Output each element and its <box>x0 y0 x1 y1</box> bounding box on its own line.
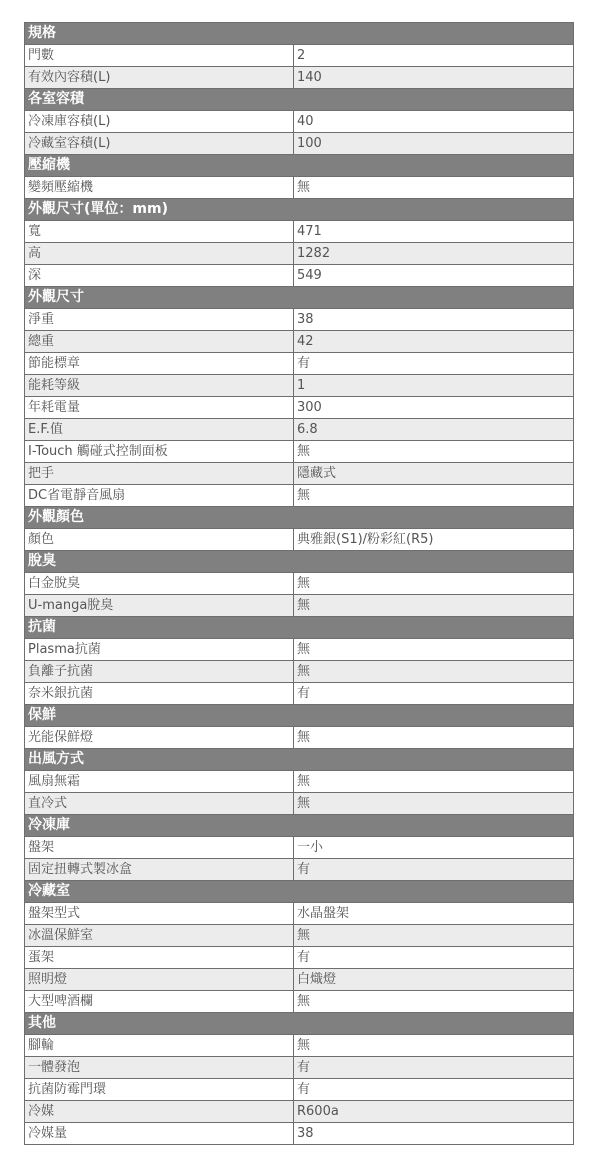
section-title: 外觀顏色 <box>25 507 574 529</box>
section-title: 冷凍庫 <box>25 815 574 837</box>
spec-value: 典雅銀(S1)/粉彩紅(R5) <box>294 529 574 551</box>
spec-label: 直冷式 <box>25 793 294 815</box>
spec-value: 無 <box>294 1035 574 1057</box>
table-row <box>25 67 574 89</box>
section-title: 脫臭 <box>25 551 574 573</box>
spec-label: 深 <box>25 265 294 287</box>
table-row <box>25 661 574 683</box>
spec-value: 1 <box>294 375 574 397</box>
section-title: 外觀尺寸(單位：mm) <box>25 199 574 221</box>
table-row <box>25 419 574 441</box>
spec-value: 無 <box>294 661 574 683</box>
spec-label: 一體發泡 <box>25 1057 294 1079</box>
section-title: 外觀尺寸 <box>25 287 574 309</box>
table-row <box>25 1079 574 1101</box>
spec-value: R600a <box>294 1101 574 1123</box>
section-header <box>25 199 574 221</box>
spec-value: 有 <box>294 353 574 375</box>
table-row <box>25 991 574 1013</box>
spec-label: 腳輪 <box>25 1035 294 1057</box>
table-row <box>25 397 574 419</box>
table-row <box>25 925 574 947</box>
spec-value: 1282 <box>294 243 574 265</box>
section-header <box>25 89 574 111</box>
table-row <box>25 595 574 617</box>
spec-value: 無 <box>294 991 574 1013</box>
table-row <box>25 969 574 991</box>
table-row <box>25 529 574 551</box>
spec-value: 100 <box>294 133 574 155</box>
section-header <box>25 705 574 727</box>
spec-value: 有 <box>294 1057 574 1079</box>
spec-label: 風扇無霜 <box>25 771 294 793</box>
spec-table-body <box>25 23 574 1145</box>
spec-label: 總重 <box>25 331 294 353</box>
table-row <box>25 463 574 485</box>
table-row <box>25 111 574 133</box>
section-title: 出風方式 <box>25 749 574 771</box>
spec-value: 一小 <box>294 837 574 859</box>
spec-label: 負離子抗菌 <box>25 661 294 683</box>
spec-label: DC省電靜音風扇 <box>25 485 294 507</box>
table-row <box>25 485 574 507</box>
section-header <box>25 23 574 45</box>
spec-label: 盤架型式 <box>25 903 294 925</box>
section-header <box>25 551 574 573</box>
spec-value: 無 <box>294 639 574 661</box>
spec-label: 高 <box>25 243 294 265</box>
table-row <box>25 1057 574 1079</box>
spec-label: 光能保鮮燈 <box>25 727 294 749</box>
spec-label: 淨重 <box>25 309 294 331</box>
spec-value: 無 <box>294 573 574 595</box>
section-header <box>25 155 574 177</box>
section-title: 壓縮機 <box>25 155 574 177</box>
spec-value: 無 <box>294 793 574 815</box>
table-row <box>25 727 574 749</box>
table-row <box>25 265 574 287</box>
spec-label: Plasma抗菌 <box>25 639 294 661</box>
spec-value: 471 <box>294 221 574 243</box>
spec-label: 門數 <box>25 45 294 67</box>
spec-value: 有 <box>294 683 574 705</box>
table-row <box>25 177 574 199</box>
table-row <box>25 45 574 67</box>
table-row <box>25 221 574 243</box>
section-header <box>25 287 574 309</box>
spec-label: 奈米銀抗菌 <box>25 683 294 705</box>
spec-label: 蛋架 <box>25 947 294 969</box>
spec-label: 盤架 <box>25 837 294 859</box>
spec-value: 2 <box>294 45 574 67</box>
table-row <box>25 1035 574 1057</box>
table-row <box>25 837 574 859</box>
table-row <box>25 353 574 375</box>
spec-label: 抗菌防霉門環 <box>25 1079 294 1101</box>
spec-label: 有效內容積(L) <box>25 67 294 89</box>
spec-value: 無 <box>294 595 574 617</box>
spec-label: 能耗等級 <box>25 375 294 397</box>
spec-value: 有 <box>294 859 574 881</box>
spec-value: 140 <box>294 67 574 89</box>
spec-label: 把手 <box>25 463 294 485</box>
section-title: 其他 <box>25 1013 574 1035</box>
section-header <box>25 507 574 529</box>
table-row <box>25 947 574 969</box>
table-row <box>25 133 574 155</box>
spec-table <box>24 22 574 1145</box>
spec-label: 固定扭轉式製冰盒 <box>25 859 294 881</box>
spec-label: 顏色 <box>25 529 294 551</box>
section-title: 規格 <box>25 23 574 45</box>
table-row <box>25 771 574 793</box>
table-row <box>25 441 574 463</box>
spec-value: 有 <box>294 947 574 969</box>
table-row <box>25 309 574 331</box>
table-row <box>25 903 574 925</box>
spec-value: 無 <box>294 485 574 507</box>
section-header <box>25 617 574 639</box>
spec-value: 無 <box>294 771 574 793</box>
table-row <box>25 1123 574 1145</box>
spec-value: 白熾燈 <box>294 969 574 991</box>
table-row <box>25 683 574 705</box>
table-row <box>25 793 574 815</box>
spec-value: 無 <box>294 177 574 199</box>
spec-value: 隱藏式 <box>294 463 574 485</box>
section-title: 保鮮 <box>25 705 574 727</box>
section-title: 冷藏室 <box>25 881 574 903</box>
section-title: 抗菌 <box>25 617 574 639</box>
spec-value: 38 <box>294 309 574 331</box>
spec-label: E.F.值 <box>25 419 294 441</box>
spec-label: 照明燈 <box>25 969 294 991</box>
spec-value: 38 <box>294 1123 574 1145</box>
spec-value: 無 <box>294 441 574 463</box>
table-row <box>25 859 574 881</box>
spec-value: 42 <box>294 331 574 353</box>
spec-value: 無 <box>294 925 574 947</box>
spec-value: 有 <box>294 1079 574 1101</box>
spec-label: 寬 <box>25 221 294 243</box>
spec-label: 白金脫臭 <box>25 573 294 595</box>
table-row <box>25 573 574 595</box>
table-row <box>25 331 574 353</box>
spec-label: 年耗電量 <box>25 397 294 419</box>
spec-value: 6.8 <box>294 419 574 441</box>
spec-label: I-Touch 觸碰式控制面板 <box>25 441 294 463</box>
table-row <box>25 1101 574 1123</box>
spec-label: 冷媒 <box>25 1101 294 1123</box>
spec-label: 冷藏室容積(L) <box>25 133 294 155</box>
section-header <box>25 1013 574 1035</box>
section-header <box>25 815 574 837</box>
spec-label: 冷凍庫容積(L) <box>25 111 294 133</box>
spec-value: 無 <box>294 727 574 749</box>
spec-label: 冷媒量 <box>25 1123 294 1145</box>
section-title: 各室容積 <box>25 89 574 111</box>
spec-label: U-manga脫臭 <box>25 595 294 617</box>
spec-label: 節能標章 <box>25 353 294 375</box>
table-row <box>25 639 574 661</box>
spec-label: 冰溫保鮮室 <box>25 925 294 947</box>
spec-value: 水晶盤架 <box>294 903 574 925</box>
spec-value: 40 <box>294 111 574 133</box>
section-header <box>25 881 574 903</box>
spec-value: 549 <box>294 265 574 287</box>
table-row <box>25 243 574 265</box>
spec-label: 大型啤酒欄 <box>25 991 294 1013</box>
spec-value: 300 <box>294 397 574 419</box>
section-header <box>25 749 574 771</box>
spec-label: 變頻壓縮機 <box>25 177 294 199</box>
table-row <box>25 375 574 397</box>
